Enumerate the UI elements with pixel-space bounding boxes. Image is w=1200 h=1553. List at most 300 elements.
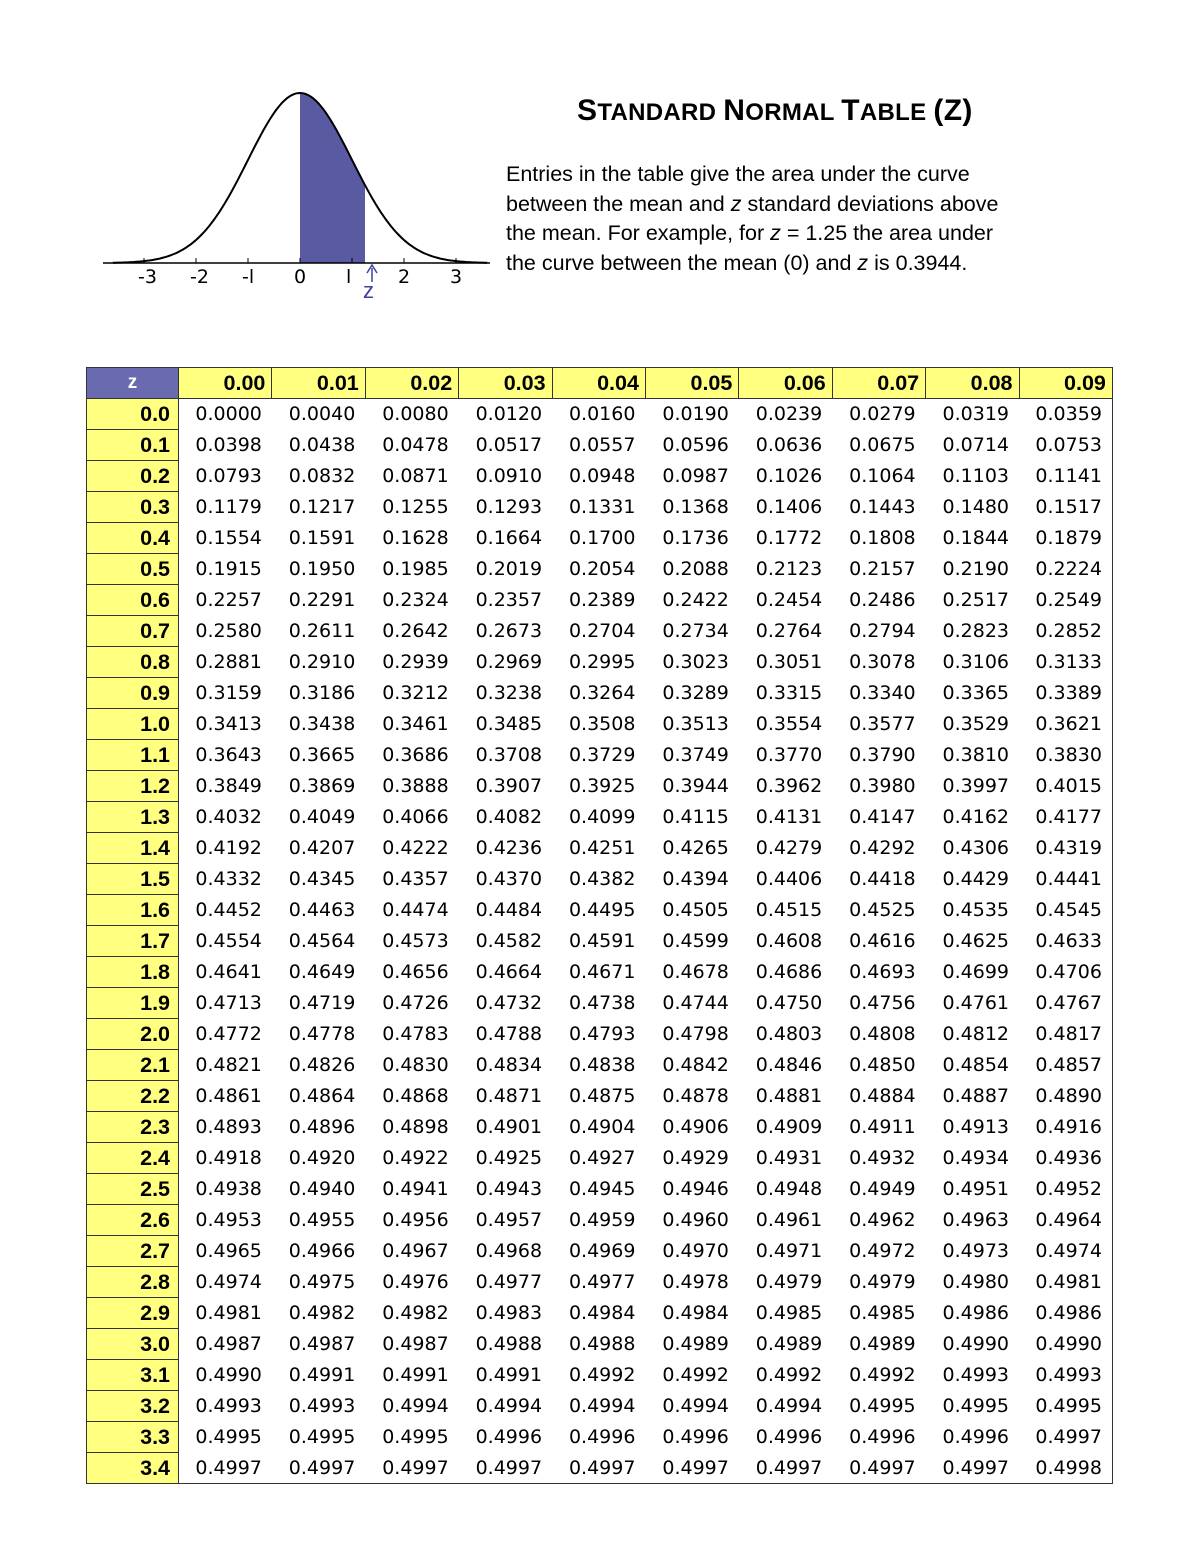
table-cell: 0.4991 [382, 1364, 449, 1386]
table-cell: 0.3315 [755, 682, 823, 704]
table-body [87, 399, 1113, 1484]
table-cell: 0.4994 [662, 1395, 729, 1417]
table-cell: 0.2389 [568, 589, 636, 611]
table-cell: 0.1628 [382, 527, 449, 549]
table-cell: 0.3106 [942, 651, 1010, 673]
table-cell: 0.4319 [1019, 833, 1112, 864]
table-cell: 0.4995 [849, 1395, 916, 1417]
corner-header-z: z [87, 368, 179, 399]
table-cell: 0.3554 [755, 713, 823, 735]
table-cell: 0.1064 [849, 465, 916, 487]
table-row [87, 1236, 1113, 1267]
table-cell: 0.4854 [942, 1054, 1010, 1076]
table-cell: 0.4909 [755, 1116, 823, 1138]
row-header-z: 3.4 [87, 1453, 179, 1484]
table-row [87, 616, 1113, 647]
table-row [87, 740, 1113, 771]
table-cell: 0.4251 [568, 837, 636, 859]
table-cell: 0.4525 [849, 899, 916, 921]
table-cell: 0.1293 [475, 496, 543, 518]
row-header-z: 1.4 [87, 833, 179, 864]
row-header-z: 1.7 [87, 926, 179, 957]
title-initial-n: N [723, 94, 746, 127]
table-cell: 0.4535 [942, 899, 1010, 921]
table-row [87, 926, 1113, 957]
table-cell: 0.4015 [1019, 771, 1112, 802]
table-cell: 0.3944 [662, 775, 729, 797]
table-cell: 0.4911 [849, 1116, 916, 1138]
table-cell: 0.4981 [1019, 1267, 1112, 1298]
table-cell: 0.4995 [942, 1395, 1010, 1417]
table-cell: 0.4686 [755, 961, 823, 983]
table-row [87, 1050, 1113, 1081]
table-cell: 0.0714 [942, 434, 1010, 456]
table-cell: 0.0319 [942, 403, 1010, 426]
table-cell: 0.1179 [195, 496, 262, 518]
table-cell: 0.3962 [755, 775, 823, 797]
table-cell: 0.4994 [382, 1395, 449, 1417]
table-cell: 0.4997 [926, 1453, 1019, 1484]
table-cell: 0.4960 [662, 1209, 729, 1231]
table-cell: 0.4996 [849, 1426, 916, 1448]
row-header-z: 2.4 [87, 1143, 179, 1174]
table-row [87, 1422, 1113, 1453]
row-header-z: 1.3 [87, 802, 179, 833]
table-cell: 0.4993 [942, 1364, 1010, 1386]
table-cell: 0.2611 [288, 620, 356, 642]
table-cell: 0.4993 [1019, 1360, 1112, 1391]
table-cell: 0.4890 [1019, 1081, 1112, 1112]
table-cell: 0.4821 [195, 1054, 262, 1076]
table-row [87, 771, 1113, 802]
table-cell: 0.4934 [942, 1147, 1010, 1169]
table-cell: 0.4987 [195, 1333, 262, 1355]
row-header-z: 1.8 [87, 957, 179, 988]
table-cell: 0.4505 [662, 899, 729, 921]
table-row [87, 585, 1113, 616]
axis-tick-label: 0 [294, 266, 307, 288]
table-cell: 0.3238 [475, 682, 543, 704]
table-row [87, 864, 1113, 895]
table-cell: 0.2088 [662, 558, 729, 580]
table-cell: 0.4938 [195, 1178, 262, 1200]
table-cell: 0.0160 [568, 403, 636, 426]
table-cell: 0.4868 [382, 1085, 449, 1107]
table-cell: 0.0636 [755, 434, 823, 456]
table-cell: 0.4997 [552, 1453, 645, 1484]
axis-tick-label: -2 [190, 266, 209, 288]
table-cell: 0.4147 [849, 806, 916, 828]
row-header-z: 3.2 [87, 1391, 179, 1422]
table-cell: 0.4861 [195, 1085, 262, 1107]
table-cell: 0.4798 [662, 1023, 729, 1045]
title-initial-s: S [577, 94, 598, 127]
table-cell: 0.4997 [459, 1453, 552, 1484]
table-cell: 0.2123 [755, 558, 823, 580]
table-cell: 0.4967 [382, 1240, 449, 1262]
table-cell: 0.4994 [568, 1395, 636, 1417]
table-cell: 0.4976 [382, 1271, 449, 1293]
table-cell: 0.2995 [568, 651, 636, 673]
table-cell: 0.4222 [382, 837, 449, 859]
table-cell: 0.4995 [1019, 1391, 1112, 1422]
table-cell: 0.0279 [849, 403, 916, 426]
table-cell: 0.0517 [475, 434, 543, 456]
table-cell: 0.4998 [1019, 1453, 1112, 1484]
table-cell: 0.4049 [288, 806, 356, 828]
desc-l3-var: z [770, 221, 781, 246]
desc-l2-a: between the mean and [506, 191, 731, 216]
table-cell: 0.4761 [942, 992, 1010, 1014]
desc-l4-b: is 0.3944. [868, 251, 968, 276]
table-cell: 0.4671 [568, 961, 636, 983]
table-cell: 0.4830 [382, 1054, 449, 1076]
table-cell: 0.4996 [662, 1426, 729, 1448]
table-cell: 0.4192 [195, 837, 262, 859]
row-header-z: 1.9 [87, 988, 179, 1019]
table-cell: 0.4131 [755, 806, 823, 828]
table-cell: 0.4951 [942, 1178, 1010, 1200]
table-cell: 0.3643 [195, 744, 262, 766]
table-cell: 0.4997 [272, 1453, 365, 1484]
row-header-z: 0.0 [87, 399, 179, 430]
z-marker-label: z [363, 278, 374, 303]
table-cell: 0.2257 [195, 589, 262, 611]
table-cell: 0.1368 [662, 496, 729, 518]
table-cell: 0.3289 [662, 682, 729, 704]
table-cell: 0.2190 [942, 558, 1010, 580]
table-cell: 0.4808 [849, 1023, 916, 1045]
table-cell: 0.4992 [568, 1364, 636, 1386]
table-cell: 0.4582 [475, 930, 543, 952]
table-cell: 0.2969 [475, 651, 543, 673]
table-cell: 0.4990 [1019, 1329, 1112, 1360]
table-cell: 0.4978 [662, 1271, 729, 1293]
table-cell: 0.4788 [475, 1023, 543, 1045]
row-header-z: 1.1 [87, 740, 179, 771]
table-cell: 0.2054 [568, 558, 636, 580]
axis-tick-label: -3 [138, 266, 157, 288]
table-cell: 0.4993 [195, 1395, 262, 1417]
table-cell: 0.2794 [849, 620, 916, 642]
row-header-z: 2.5 [87, 1174, 179, 1205]
description-line-3 [506, 219, 1066, 249]
table-cell: 0.4941 [382, 1178, 449, 1200]
table-cell: 0.4992 [849, 1364, 916, 1386]
title-rest-tandard: TANDARD [597, 99, 717, 126]
table-cell: 0.4995 [382, 1426, 449, 1448]
table-cell: 0.2517 [942, 589, 1010, 611]
table-cell: 0.2734 [662, 620, 729, 642]
table-cell: 0.2422 [662, 589, 729, 611]
table-cell: 0.3749 [662, 744, 729, 766]
table-cell: 0.1985 [382, 558, 449, 580]
table-cell: 0.1554 [195, 527, 262, 549]
table-row [87, 1112, 1113, 1143]
table-cell: 0.4971 [755, 1240, 823, 1262]
table-cell: 0.1331 [568, 496, 636, 518]
row-header-z: 1.0 [87, 709, 179, 740]
row-header-z: 3.1 [87, 1360, 179, 1391]
table-cell: 0.4850 [849, 1054, 916, 1076]
table-cell: 0.4826 [288, 1054, 356, 1076]
table-row [87, 523, 1113, 554]
table-cell: 0.4997 [739, 1453, 832, 1484]
table-cell: 0.3869 [288, 775, 356, 797]
table-cell: 0.3438 [288, 713, 356, 735]
table-row [87, 554, 1113, 585]
row-header-z: 1.2 [87, 771, 179, 802]
row-header-z: 2.2 [87, 1081, 179, 1112]
table-cell: 0.3770 [755, 744, 823, 766]
title-rest-able: ABLE [859, 99, 927, 126]
table-cell: 0.4878 [662, 1085, 729, 1107]
table-cell: 0.4591 [568, 930, 636, 952]
table-cell: 0.0910 [475, 465, 543, 487]
table-cell: 0.0120 [475, 403, 543, 426]
table-cell: 0.4962 [849, 1209, 916, 1231]
row-header-z: 0.5 [87, 554, 179, 585]
table-cell: 0.4772 [195, 1023, 262, 1045]
table-cell: 0.0080 [382, 403, 449, 426]
table-cell: 0.1772 [755, 527, 823, 549]
table-cell: 0.4864 [288, 1085, 356, 1107]
table-cell: 0.4979 [755, 1271, 823, 1293]
table-cell: 0.2357 [475, 589, 543, 611]
table-cell: 0.4236 [475, 837, 543, 859]
table-cell: 0.4783 [382, 1023, 449, 1045]
table-cell: 0.4693 [849, 961, 916, 983]
table-cell: 0.3925 [568, 775, 636, 797]
table-cell: 0.4599 [662, 930, 729, 952]
title-rest-ormal: ORMAL [745, 99, 835, 126]
shaded-area [300, 93, 365, 263]
table-cell: 0.3508 [568, 713, 636, 735]
table-cell: 0.4972 [849, 1240, 916, 1262]
z-marker [363, 265, 377, 303]
table-cell: 0.4996 [568, 1426, 636, 1448]
description-line-1: Entries in the table give the area under the curve [506, 162, 970, 186]
table-cell: 0.4664 [475, 961, 543, 983]
table-cell: 0.2642 [382, 620, 449, 642]
table-cell: 0.4884 [849, 1085, 916, 1107]
table-cell: 0.4713 [195, 992, 262, 1014]
table-cell: 0.4984 [662, 1302, 729, 1324]
table-cell: 0.4929 [662, 1147, 729, 1169]
row-header-z: 0.4 [87, 523, 179, 554]
table-cell: 0.1915 [195, 558, 262, 580]
column-header: 0.02 [365, 368, 458, 399]
table-cell: 0.4495 [568, 899, 636, 921]
description-line-4 [506, 249, 1066, 279]
table-cell: 0.4633 [1019, 926, 1112, 957]
table-cell: 0.4803 [755, 1023, 823, 1045]
table-cell: 0.4706 [1019, 957, 1112, 988]
table-cell: 0.3577 [849, 713, 916, 735]
table-cell: 0.4997 [832, 1453, 925, 1484]
table-cell: 0.4916 [1019, 1112, 1112, 1143]
table-cell: 0.4988 [475, 1333, 543, 1355]
table-cell: 0.3413 [195, 713, 262, 735]
desc-l4-a: the curve between the mean (0) and [506, 251, 858, 276]
table-cell: 0.4984 [568, 1302, 636, 1324]
column-header: 0.06 [739, 368, 832, 399]
table-cell: 0.3340 [849, 682, 916, 704]
table-row [87, 678, 1113, 709]
table-cell: 0.4985 [849, 1302, 916, 1324]
table-cell: 0.3708 [475, 744, 543, 766]
table-cell: 0.0438 [288, 434, 356, 456]
table-row [87, 399, 1113, 430]
table-row [87, 492, 1113, 523]
row-header-z: 1.6 [87, 895, 179, 926]
table-cell: 0.4345 [288, 868, 356, 890]
table-row [87, 1360, 1113, 1391]
table-cell: 0.4616 [849, 930, 916, 952]
table-cell: 0.4306 [942, 837, 1010, 859]
column-header: 0.08 [926, 368, 1019, 399]
table-cell: 0.3133 [1019, 647, 1112, 678]
table-cell: 0.3078 [849, 651, 916, 673]
row-header-z: 2.7 [87, 1236, 179, 1267]
axis-tick-label: 2 [398, 266, 411, 288]
table-cell: 0.4817 [1019, 1019, 1112, 1050]
table-cell: 0.4989 [849, 1333, 916, 1355]
table-row [87, 1174, 1113, 1205]
table-cell: 0.4875 [568, 1085, 636, 1107]
table-cell: 0.1517 [1019, 492, 1112, 523]
axis-tick-label: 3 [450, 266, 463, 288]
table-cell: 0.4986 [942, 1302, 1010, 1324]
table-cell: 0.4370 [475, 868, 543, 890]
table-cell: 0.4162 [942, 806, 1010, 828]
table-cell: 0.2764 [755, 620, 823, 642]
table-cell: 0.0753 [1019, 430, 1112, 461]
table-cell: 0.4332 [195, 868, 262, 890]
table-row [87, 957, 1113, 988]
table-cell: 0.4032 [195, 806, 262, 828]
table-row [87, 1143, 1113, 1174]
table-cell: 0.1255 [382, 496, 449, 518]
row-header-z: 0.2 [87, 461, 179, 492]
table-cell: 0.4959 [568, 1209, 636, 1231]
table-cell: 0.4484 [475, 899, 543, 921]
table-cell: 0.4931 [755, 1147, 823, 1169]
table-cell: 0.3980 [849, 775, 916, 797]
table-row [87, 802, 1113, 833]
description-line-2 [506, 190, 1066, 220]
table-cell: 0.4756 [849, 992, 916, 1014]
table-cell: 0.4936 [1019, 1143, 1112, 1174]
table-cell: 0.3365 [942, 682, 1010, 704]
table-cell: 0.4474 [382, 899, 449, 921]
table-cell: 0.4834 [475, 1054, 543, 1076]
table-cell: 0.4115 [662, 806, 729, 828]
table-cell: 0.4989 [662, 1333, 729, 1355]
table-cell: 0.4625 [942, 930, 1010, 952]
table-cell: 0.4925 [475, 1147, 543, 1169]
table-row [87, 1081, 1113, 1112]
table-cell: 0.2673 [475, 620, 543, 642]
table-cell: 0.4996 [942, 1426, 1010, 1448]
row-header-z: 2.8 [87, 1267, 179, 1298]
table-cell: 0.0190 [662, 403, 729, 426]
table-cell: 0.0675 [849, 434, 916, 456]
table-cell: 0.0040 [288, 403, 356, 426]
table-cell: 0.4985 [755, 1302, 823, 1324]
table-cell: 0.3513 [662, 713, 729, 735]
table-cell: 0.4920 [288, 1147, 356, 1169]
table-cell: 0.4955 [288, 1209, 356, 1231]
table-cell: 0.4893 [195, 1116, 262, 1138]
table-cell: 0.3888 [382, 775, 449, 797]
table-cell: 0.4983 [475, 1302, 543, 1324]
row-header-z: 2.0 [87, 1019, 179, 1050]
table-cell: 0.3997 [942, 775, 1010, 797]
table-cell: 0.4977 [475, 1271, 543, 1293]
table-row [87, 709, 1113, 740]
table-cell: 0.0987 [662, 465, 729, 487]
table-cell: 0.1443 [849, 496, 916, 518]
desc-l3-b: = 1.25 the area under [780, 221, 994, 246]
row-header-z: 2.9 [87, 1298, 179, 1329]
table-cell: 0.4952 [1019, 1174, 1112, 1205]
table-cell: 0.1950 [288, 558, 356, 580]
table-cell: 0.4975 [288, 1271, 356, 1293]
table-row [87, 647, 1113, 678]
table-cell: 0.4656 [382, 961, 449, 983]
table-cell: 0.0359 [1019, 399, 1112, 430]
table-cell: 0.0832 [288, 465, 356, 487]
table-cell: 0.4979 [849, 1271, 916, 1293]
table-cell: 0.2019 [475, 558, 543, 580]
header-row [87, 368, 1113, 399]
table-cell: 0.4945 [568, 1178, 636, 1200]
table-cell: 0.4949 [849, 1178, 916, 1200]
table-cell: 0.4901 [475, 1116, 543, 1138]
table-cell: 0.1736 [662, 527, 729, 549]
table-cell: 0.2823 [942, 620, 1010, 642]
table-cell: 0.4887 [942, 1085, 1010, 1107]
table-cell: 0.1406 [755, 496, 823, 518]
axis-tick-label: l [346, 266, 352, 288]
table-row [87, 1391, 1113, 1422]
table-row [87, 1019, 1113, 1050]
table-cell: 0.4969 [568, 1240, 636, 1262]
table-cell: 0.4990 [195, 1364, 262, 1386]
table-cell: 0.4842 [662, 1054, 729, 1076]
table-cell: 0.4463 [288, 899, 356, 921]
column-header: 0.00 [179, 368, 272, 399]
table-cell: 0.4996 [475, 1426, 543, 1448]
table-cell: 0.1808 [849, 527, 916, 549]
table-row [87, 1298, 1113, 1329]
table-cell: 0.4940 [288, 1178, 356, 1200]
column-header: 0.09 [1019, 368, 1112, 399]
table-cell: 0.1591 [288, 527, 356, 549]
normal-curve-svg [95, 70, 495, 310]
table-row [87, 1205, 1113, 1236]
row-header-z: 0.1 [87, 430, 179, 461]
table-cell: 0.3485 [475, 713, 543, 735]
table-cell: 0.0398 [195, 434, 262, 456]
table-cell: 0.4608 [755, 930, 823, 952]
table-cell: 0.4927 [568, 1147, 636, 1169]
row-header-z: 2.1 [87, 1050, 179, 1081]
table-row [87, 430, 1113, 461]
table-cell: 0.4418 [849, 868, 916, 890]
table-cell: 0.2910 [288, 651, 356, 673]
